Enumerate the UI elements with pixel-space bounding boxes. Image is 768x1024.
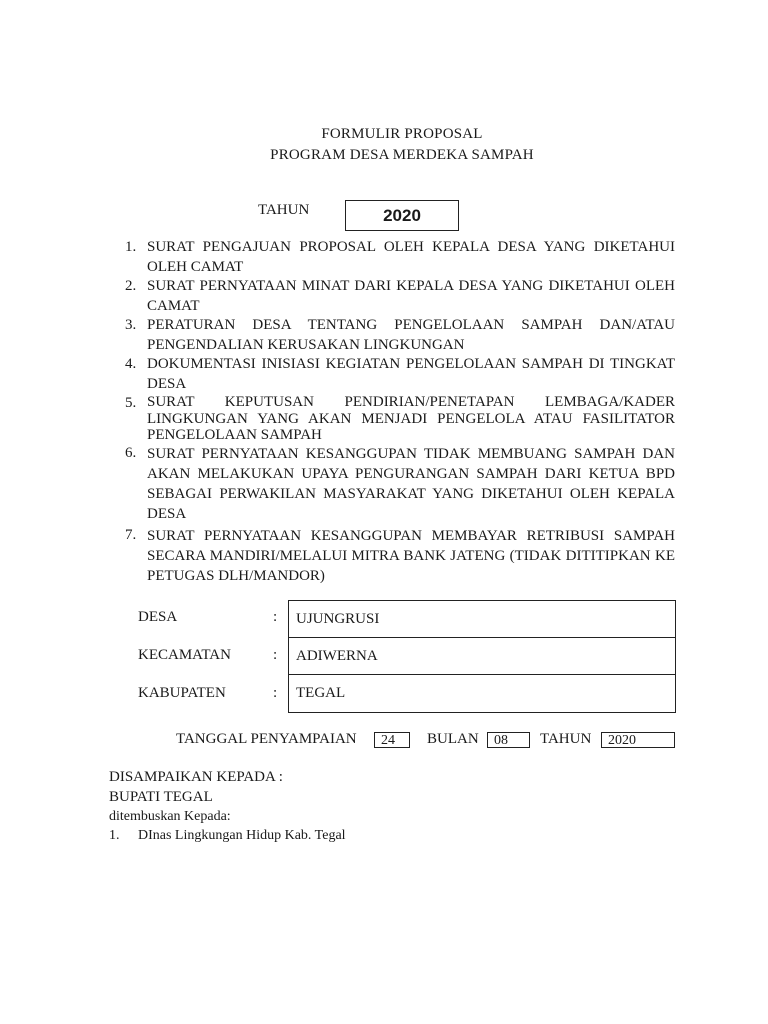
list-item bbox=[125, 444, 675, 524]
list-item-number: 3. bbox=[125, 317, 137, 333]
list-item-number: 1. bbox=[125, 239, 137, 255]
kecamatan-field[interactable]: ADIWERNA bbox=[289, 638, 675, 675]
submission-day-field[interactable]: 24 bbox=[374, 732, 410, 748]
addressed-to-label: DISAMPAIKAN KEPADA : bbox=[109, 769, 283, 785]
year-value-box: 2020 bbox=[345, 200, 459, 231]
list-item bbox=[125, 316, 675, 355]
year-label: TAHUN bbox=[258, 202, 310, 218]
list-item-number: 5. bbox=[125, 395, 137, 411]
desa-colon: : bbox=[273, 609, 278, 625]
submission-year-field[interactable]: 2020 bbox=[601, 732, 675, 748]
kecamatan-label: KECAMATAN bbox=[138, 647, 231, 663]
cc-item: DInas Lingkungan Hidup Kab. Tegal bbox=[138, 828, 346, 843]
submission-month-label: BULAN bbox=[427, 731, 479, 747]
recipient-name: BUPATI TEGAL bbox=[109, 789, 213, 805]
list-item bbox=[125, 277, 675, 316]
location-table bbox=[288, 600, 676, 713]
program-title: PROGRAM DESA MERDEKA SAMPAH bbox=[270, 147, 534, 163]
kecamatan-colon: : bbox=[273, 647, 278, 663]
list-item-text: SURAT PERNYATAAN KESANGGUPAN MEMBAYAR RETRIBUSI SAMPAH SECARA MANDIRI/MELALUI MITRA BANK JATENG (TIDAK DITITIPKAN KE PETUGAS DLH/MANDOR) bbox=[147, 527, 675, 584]
list-item bbox=[125, 526, 675, 586]
submission-date-label: TANGGAL PENYAMPAIAN bbox=[176, 731, 357, 747]
submission-year-label: TAHUN bbox=[540, 731, 592, 747]
form-title: FORMULIR PROPOSAL bbox=[321, 126, 483, 142]
desa-label: DESA bbox=[138, 609, 178, 625]
list-item-number: 4. bbox=[125, 356, 137, 372]
submission-month-field[interactable]: 08 bbox=[487, 732, 530, 748]
list-item bbox=[125, 238, 675, 277]
desa-field[interactable]: UJUNGRUSI bbox=[289, 601, 675, 638]
list-item bbox=[125, 355, 675, 394]
list-item-text: SURAT KEPUTUSAN PENDIRIAN/PENETAPAN LEMBAGA/KADER LINGKUNGAN YANG AKAN MENJADI PENGELOLA ATAU FASILITATOR PENGELOLAAN SAMPAH bbox=[147, 394, 675, 443]
cc-label: ditembuskan Kepada: bbox=[109, 809, 231, 824]
list-item-text: PERATURAN DESA TENTANG PENGELOLAAN SAMPAH DAN/ATAU PENGENDALIAN KERUSAKAN LINGKUNGAN bbox=[147, 317, 675, 353]
kabupaten-field[interactable]: TEGAL bbox=[296, 685, 346, 701]
list-item-number: 7. bbox=[125, 526, 137, 543]
list-item-text: SURAT PERNYATAAN MINAT DARI KEPALA DESA YANG DIKETAHUI OLEH CAMAT bbox=[147, 278, 675, 314]
requirements-list bbox=[125, 238, 675, 586]
list-item-number: 2. bbox=[125, 278, 137, 294]
kabupaten-colon: : bbox=[273, 685, 278, 701]
list-item-number: 6. bbox=[125, 444, 137, 461]
kabupaten-label: KABUPATEN bbox=[138, 685, 226, 701]
list-item-text: DOKUMENTASI INISIASI KEGIATAN PENGELOLAAN SAMPAH DI TINGKAT DESA bbox=[147, 356, 675, 392]
list-item bbox=[125, 394, 675, 444]
cc-item-number: 1. bbox=[109, 828, 120, 843]
list-item-text: SURAT PERNYATAAN KESANGGUPAN TIDAK MEMBUANG SAMPAH DAN AKAN MELAKUKAN UPAYA PENGURANGAN SAMPAH DARI KETUA BPD SEBAGAI PERWAKILAN MASYARAKAT YANG DIKETAHUI OLEH KEPALA DESA bbox=[147, 445, 675, 522]
list-item-text: SURAT PENGAJUAN PROPOSAL OLEH KEPALA DESA YANG DIKETAHUI OLEH CAMAT bbox=[147, 239, 675, 275]
